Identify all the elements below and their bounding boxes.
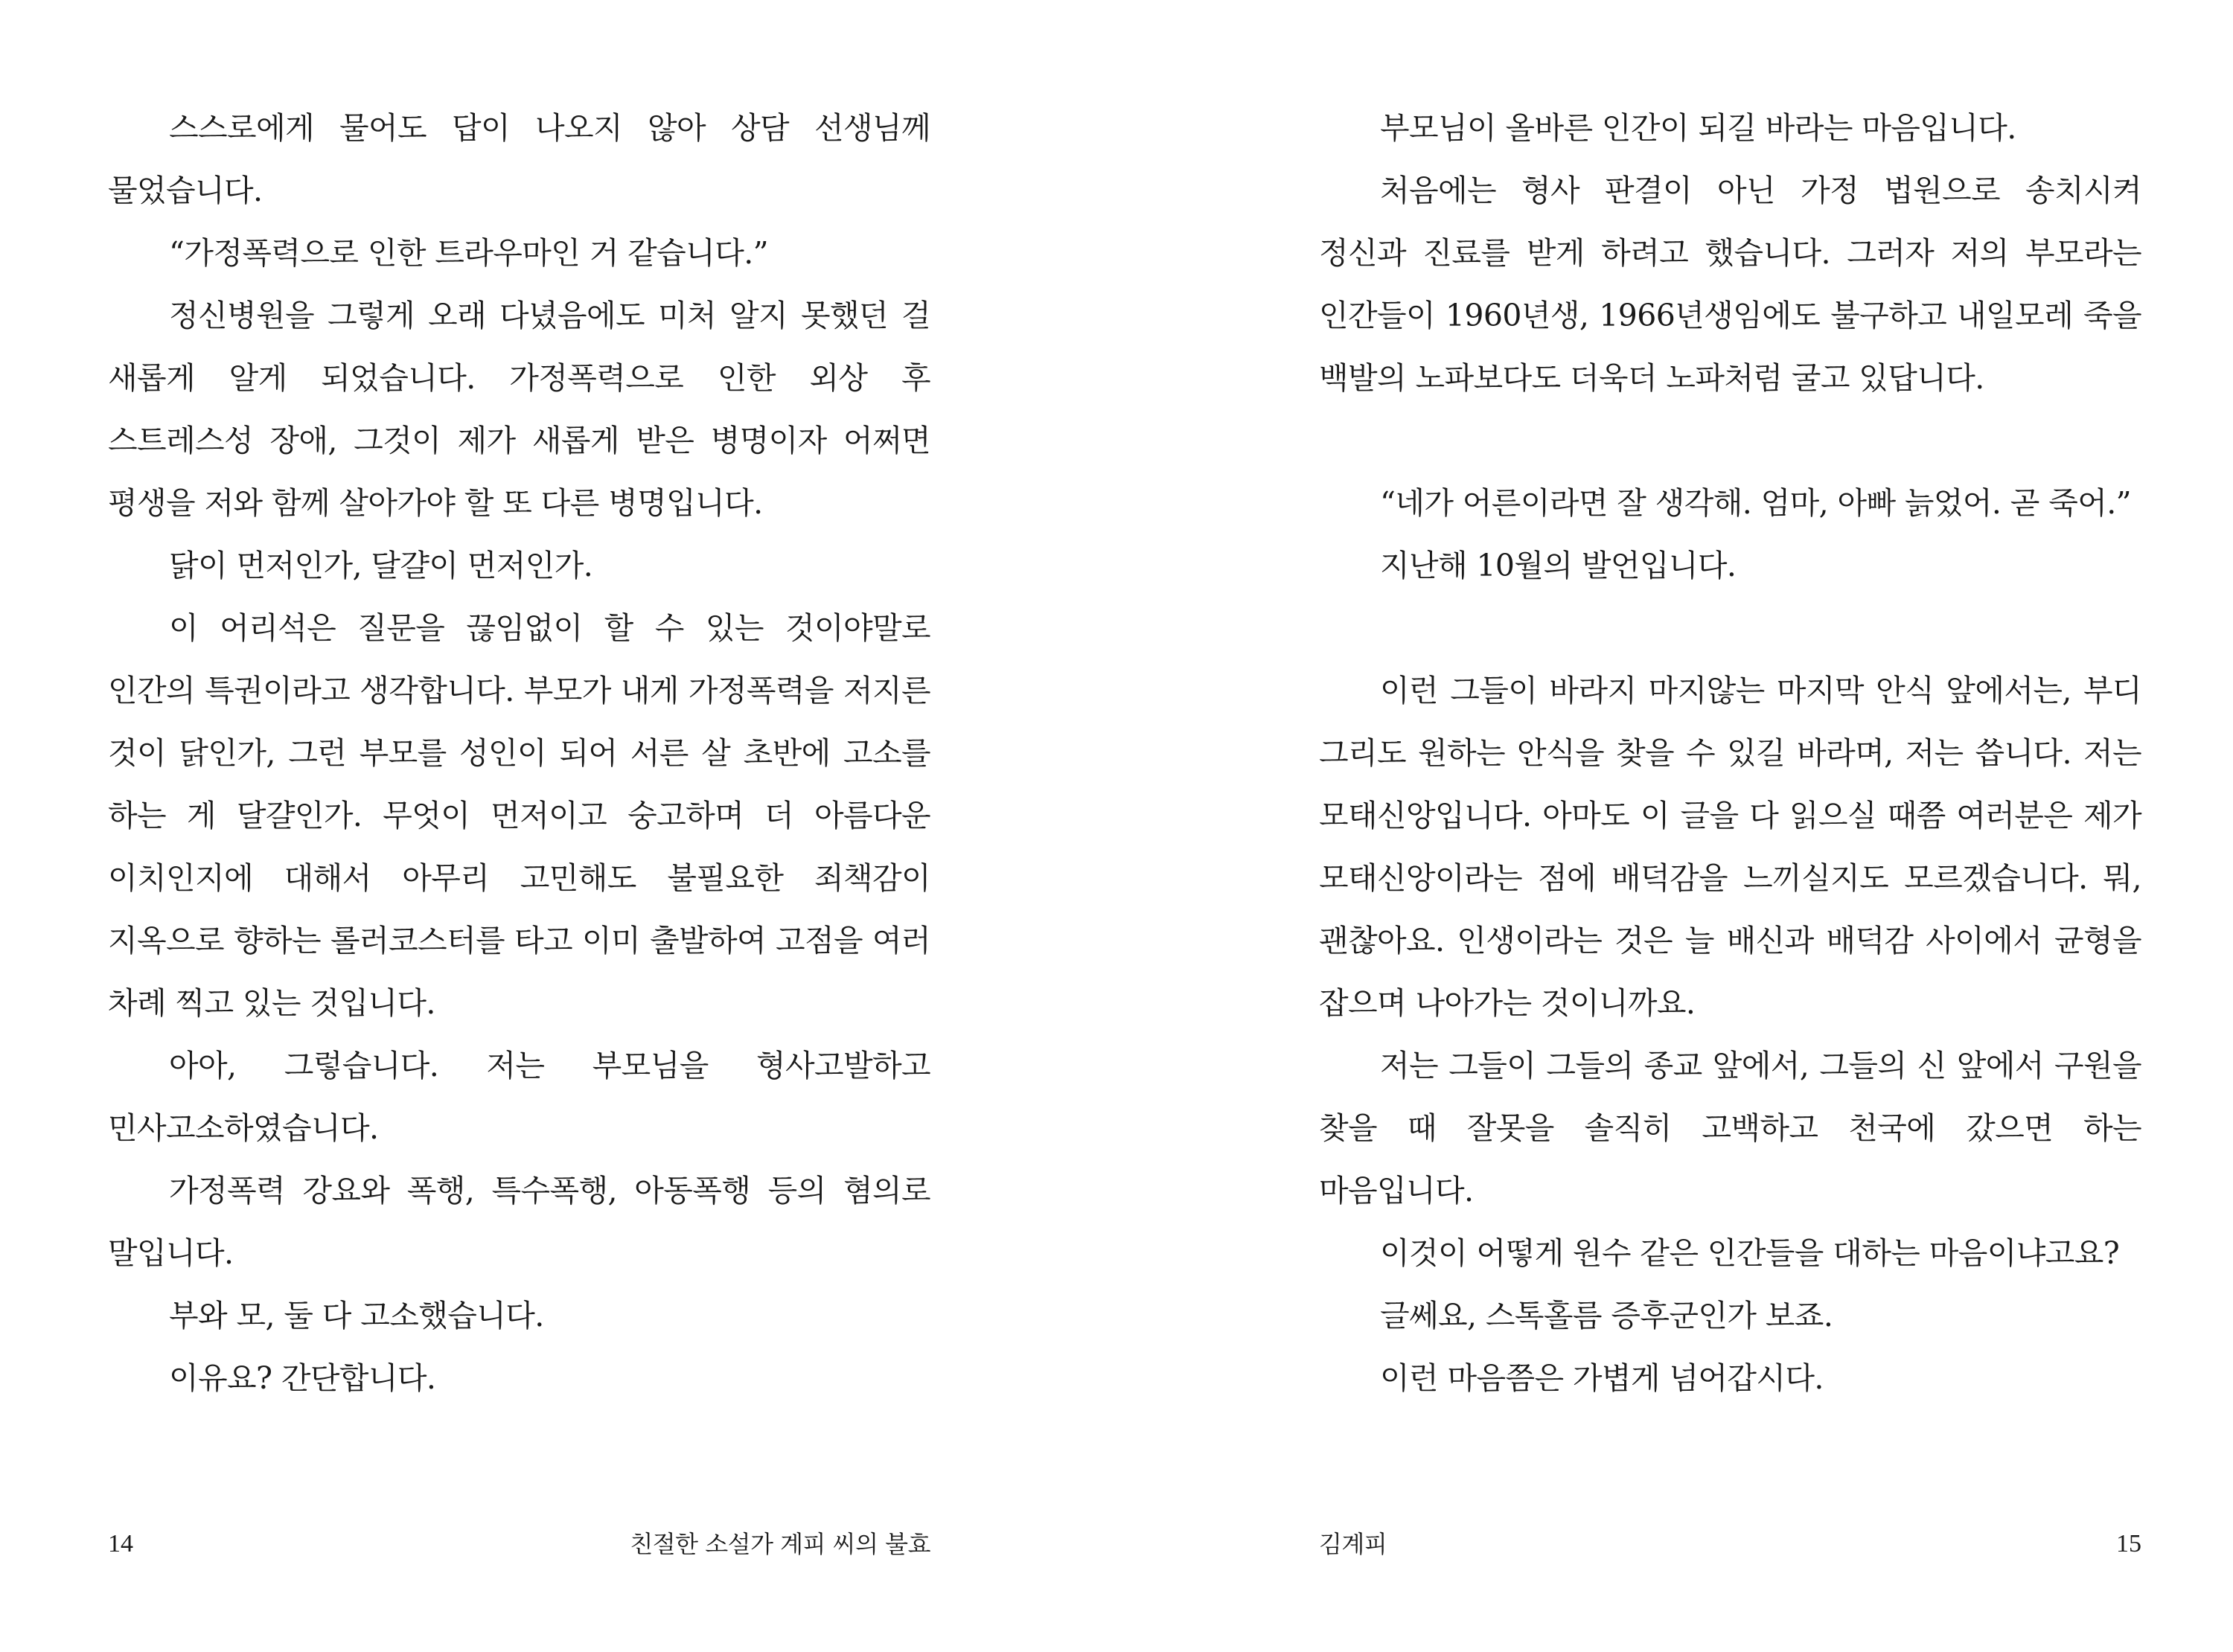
paragraph: 정신병원을 그렇게 오래 다녔음에도 미처 알지 못했던 걸 새롭게 알게 되었습니다. 가정폭력으로 인한 외상 후 스트레스성 장애, 그것이 제가 새롭게 받은 병명이자 어쩌면 평생을 저와 함께 살아가야 할 또 다른 병명입니다. bbox=[108, 298, 930, 521]
running-title: 친절한 소설가 계피 씨의 불효 bbox=[630, 1530, 930, 1558]
paragraph: 지난해 10월의 발언입니다. bbox=[1380, 548, 1737, 583]
right-page-body bbox=[1319, 97, 2141, 1409]
paragraph: 이런 그들이 바라지 마지않는 마지막 안식 앞에서는, 부디 그리도 원하는 안식을 찾을 수 있길 바라며, 저는 씁니다. 저는 모태신앙입니다. 아마도 이 글을 다 읽으실 때쯤 여러분은 제가 모태신앙이라는 점에 배덕감을 느끼실지도 모르겠습니다. 뭐, 괜찮아요. 인생이라는 것은 늘 배신과 배덕감 사이에서 균형을 잡으며 나아가는 것이니까요. bbox=[1319, 673, 2141, 1021]
paragraph: “가정폭력으로 인한 트라우마인 거 같습니다.” bbox=[169, 235, 768, 271]
paragraph: 부모님이 올바른 인간이 되길 바라는 마음입니다. bbox=[1380, 110, 2016, 146]
left-page bbox=[108, 0, 930, 1652]
paragraph: 이 어리석은 질문을 끊임없이 할 수 있는 것이야말로 인간의 특권이라고 생각합니다. 부모가 내게 가정폭력을 저지른 것이 닭인가, 그런 부모를 성인이 되어 서른 살 초반에 고소를 하는 게 달걀인가. 무엇이 먼저이고 숭고하며 더 아름다운 이치인지에 대해서 아무리 고민해도 불필요한 죄책감이 지옥으로 향하는 롤러코스터를 타고 이미 출발하여 고점을 여러 차례 찍고 있는 것입니다. bbox=[108, 610, 930, 1021]
section-break bbox=[1319, 409, 2141, 472]
paragraph: 저는 그들이 그들의 종교 앞에서, 그들의 신 앞에서 구원을 찾을 때 잘못을 솔직히 고백하고 천국에 갔으면 하는 마음입니다. bbox=[1319, 1048, 2141, 1208]
section-break bbox=[1319, 597, 2141, 659]
paragraph: 가정폭력 강요와 폭행, 특수폭행, 아동폭행 등의 혐의로 말입니다. bbox=[108, 1173, 930, 1271]
page-number: 14 bbox=[108, 1530, 133, 1557]
paragraph: 부와 모, 둘 다 고소했습니다. bbox=[169, 1298, 544, 1334]
running-title: 김계피 bbox=[1319, 1530, 1387, 1558]
paragraph: 아아, 그렇습니다. 저는 부모님을 형사고발하고 민사고소하였습니다. bbox=[108, 1048, 930, 1146]
paragraph: 닭이 먼저인가, 달걀이 먼저인가. bbox=[169, 548, 593, 583]
paragraph: 글쎄요, 스톡홀름 증후군인가 보죠. bbox=[1380, 1298, 1833, 1334]
paragraph: 이런 마음쯤은 가볍게 넘어갑시다. bbox=[1380, 1360, 1824, 1396]
right-page bbox=[1319, 0, 2141, 1652]
page-number: 15 bbox=[2116, 1530, 2141, 1557]
left-page-body bbox=[108, 97, 930, 1409]
paragraph: 처음에는 형사 판결이 아닌 가정 법원으로 송치시켜 정신과 진료를 받게 하려고 했습니다. 그러자 저의 부모라는 인간들이 1960년생, 1966년생임에도 불구하고 내일모레 죽을 백발의 노파보다도 더욱더 노파처럼 굴고 있답니다. bbox=[1319, 173, 2141, 396]
paragraph: 이것이 어떻게 원수 같은 인간들을 대하는 마음이냐고요? bbox=[1380, 1235, 2120, 1271]
paragraph: 스스로에게 물어도 답이 나오지 않아 상담 선생님께 물었습니다. bbox=[108, 110, 930, 208]
paragraph: “네가 어른이라면 잘 생각해. 엄마, 아빠 늙었어. 곧 죽어.” bbox=[1380, 485, 2132, 521]
paragraph: 이유요? 간단합니다. bbox=[169, 1360, 436, 1396]
